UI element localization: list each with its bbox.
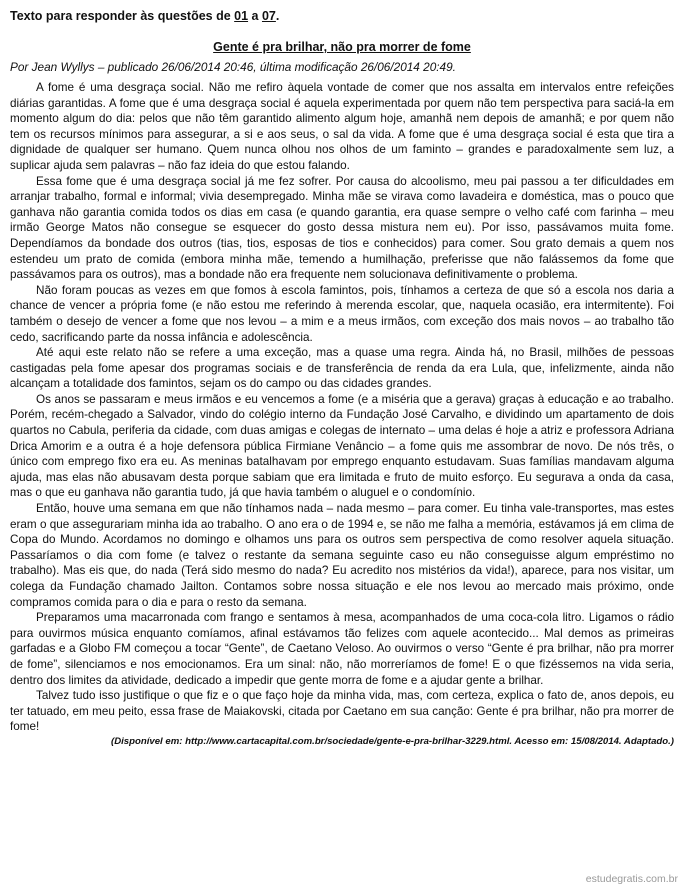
site-watermark: estudegratis.com.br (585, 873, 678, 885)
source-citation: (Disponível em: http://www.cartacapital.com.br/sociedade/gente-e-pra-brilhar-3229.html. Acesso em: 15/08/2014. Adaptado.) (111, 735, 674, 747)
instruction-prefix: Texto para responder às questões de (10, 9, 235, 23)
article-title: Gente é pra brilhar, não pra morrer de fome (213, 40, 471, 54)
document-page (10, 8, 674, 747)
instruction-line (10, 8, 674, 24)
paragraph-8: Talvez tudo isso justifique o que fiz e o que faço hoje da minha vida, mas, com certeza, explica o fato de, anos depois, eu ter tatuado, em meu peito, essa frase de Maiakovski, citada por Caetano em sua canção: Gente é pra brilhar, não pra morrer de fome! (10, 689, 674, 734)
instruction-connector: a (248, 9, 262, 23)
question-end-number: 07 (261, 9, 276, 23)
paragraph-6: Então, houve uma semana em que não tínhamos nada – nada mesmo – para comer. Eu tinha vale-transportes, mas estes eram o que assegurariam minha ida ao trabalho. O ano era o de 1994 e, se não me falha a memória, estávamos já em clima de Copa do Mundo. Acordamos no domingo e olhamos uns para os outros sem perspectiva de como resolver aquela situação. Passaríamos o dia com fome (e talvez o restante da semana seguinte caso eu não conseguisse algum empréstimo no trabalho). Mas eis que, do nada (Terá sido mesmo do nada? Eu acredito nos mistérios da vida!), aparece, para nos visitar, um colega da Fundação chamado Jailton. Contamos sobre nossa situação e ele nos levou ao mercado mais próximo, onde compramos comida para o dia e para o resto da semana. (10, 502, 674, 609)
article-byline: Por Jean Wyllys – publicado 26/06/2014 20:46, última modificação 26/06/2014 20:49. (10, 60, 456, 74)
article-body (10, 80, 674, 735)
instruction-suffix: . (275, 9, 280, 23)
paragraph-1: A fome é uma desgraça social. Não me refiro àquela vontade de comer que nos assalta em intervalos entre refeições diárias garantidas. A fome que é uma desgraça social é aquela experimentada por quem não tem perspectiva para saciá-la em momento algum do dia: pelos que não têm garantido alimento algum hoje, amanhã nem depois de amanhã; e por quem não tem os recursos mínimos para assegurar, a si e aos seus, o sal da vida. A fome que é uma desgraça social é esta que tira a dignidade de qualquer ser humano. Quem nunca olhou nos olhos de um faminto – grandes e paradoxalmente sem luz, a suplicar ajuda sem palavras – não faz ideia do que estou falando. (10, 81, 674, 172)
paragraph-7: Preparamos uma macarronada com frango e sentamos à mesa, acompanhados de uma coca-cola litro. Ligamos o rádio para ouvirmos música enquanto comíamos, afinal estávamos tão felizes com aquele acontecido... Mal demos as primeiras garfadas e a Globo FM começou a tocar “Gente”, de Caetano Veloso. Ao ouvirmos o verso “Gente é pra brilhar, não pra morrer de fome”, silenciamos e nos emocionamos. Era um sinal: não, não morreríamos de fome! E o que fizéssemos na vida seria, dentro dos limites da atividade, dedicado a impedir que gente morra de fome e a ajudar gente a brilhar. (10, 611, 674, 687)
question-start-number: 01 (234, 9, 249, 23)
paragraph-4: Até aqui este relato não se refere a uma exceção, mas a quase uma regra. Ainda há, no Brasil, milhões de pessoas castigadas pela fome apesar dos programas sociais e de transferência de renda da era Lula, que, infelizmente, ainda não alcançam a totalidade dos famintos, sejam os do campo ou das cidades grandes. (10, 346, 674, 391)
paragraph-3: Não foram poucas as vezes em que fomos à escola famintos, pois, tínhamos a certeza de que só a escola nos daria a chance de vencer a própria fome (e não estou me referindo à merenda escolar, que, naquela ocasião, era intermitente). Foi também o desejo de vencer a fome que nos levou – a mim e a meus irmãos, com exceção dos mais novos – ao trabalho tão cedo, sacrificando parte da nossa infância e adolescência. (10, 283, 674, 344)
paragraph-5: Os anos se passaram e meus irmãos e eu vencemos a fome (e a miséria que a gerava) graças à educação e ao trabalho. Porém, recém-chegado a Salvador, vindo do colégio interno da Fundação José Carvalho, e dividindo um apartamento de dois quartos no Cabula, periferia da cidade, com duas amigas e colegas de internato – uma delas é hoje a atriz e professora Adriana Drica Amorim e a outra é a hoje defensora pública Firmiane Venâncio – a fome quis me assombrar de novo. De nós três, o único com emprego fixo era eu. As meninas batalhavam por emprego enquanto estudavam. Suas famílias mandavam alguma ajuda, mas elas não abusavam desta porque sabiam que era limitada e fruto de muito esforço. Eu segurava a onda da casa, mas o que eu ganhava não garantia tudo, já que havia também o aluguel e o condomínio. (10, 392, 674, 500)
paragraph-2: Essa fome que é uma desgraça social já me fez sofrer. Por causa do alcoolismo, meu pai passou a ter dificuldades em arranjar trabalho, formal e informal; vivia desempregado. Minha mãe se virava como lavadeira e doméstica, mas o pouco que ganhava não garantia comida todos os dias em casa (e quando garantia, era quase sempre o velho café com farinha – meu irmão George Matos não consegue se esquecer do gosto dessa mistura nem eu). Por isso, passávamos muita fome. Dependíamos da bondade dos outros (tias, tios, esposas de tios e conhecidos) para comer. Sou grato demais a quem nos estendeu um prato de comida (embora minha mãe, temendo a humilhação, preferisse que não falássemos da fome que passávamos para os outros), mas a bondade não era frequente nem solucionava definitivamente o problema. (10, 174, 674, 282)
